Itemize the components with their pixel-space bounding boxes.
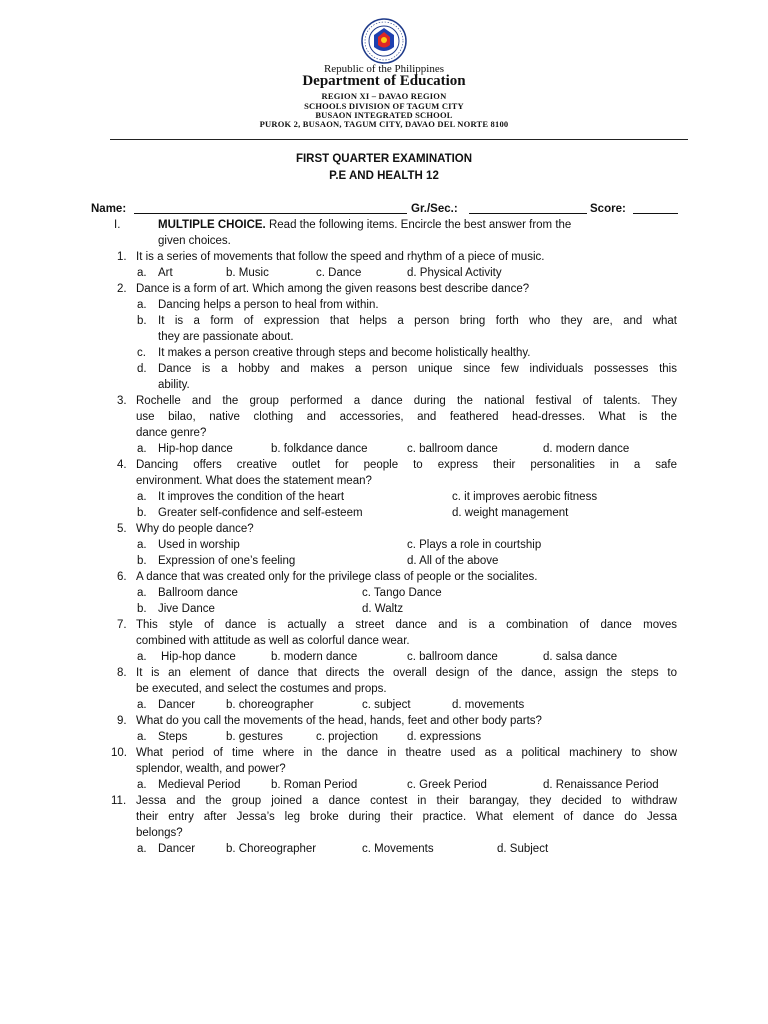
q2-option-a-letter[interactable]: a. bbox=[137, 299, 147, 311]
q10-number: 10. bbox=[111, 747, 127, 759]
q11-option-c[interactable]: c. Movements bbox=[362, 843, 434, 855]
q4-option-c[interactable]: c. it improves aerobic fitness bbox=[452, 491, 598, 503]
q2-option-a[interactable]: Dancing helps a person to heal from within. bbox=[158, 299, 379, 311]
q10-option-a[interactable]: Medieval Period bbox=[158, 779, 241, 791]
q1-option-a-letter[interactable]: a. bbox=[137, 267, 147, 279]
q1-option-d[interactable]: d. Physical Activity bbox=[407, 267, 502, 279]
q9-option-c[interactable]: c. projection bbox=[316, 731, 379, 743]
q5-option-b[interactable]: Expression of one’s feeling bbox=[158, 555, 296, 567]
section-title: MULTIPLE CHOICE. bbox=[158, 219, 266, 231]
q7-option-c[interactable]: c. ballroom dance bbox=[407, 651, 498, 663]
score-field[interactable] bbox=[633, 202, 678, 214]
grade-label: Gr./Sec.: bbox=[411, 203, 458, 215]
q4-option-d[interactable]: d. weight management bbox=[452, 507, 569, 519]
q3-number: 3. bbox=[117, 395, 127, 407]
q7-option-b[interactable]: b. modern dance bbox=[271, 651, 358, 663]
name-label: Name: bbox=[91, 203, 127, 215]
department-title: Department of Education bbox=[302, 73, 466, 89]
q4-option-a-letter[interactable]: a. bbox=[137, 491, 147, 503]
q9-option-b[interactable]: b. gestures bbox=[226, 731, 283, 743]
score-label: Score: bbox=[590, 203, 626, 215]
q3-text-line3: dance genre? bbox=[136, 427, 207, 439]
q11-option-a-letter[interactable]: a. bbox=[137, 843, 147, 855]
q10-option-c[interactable]: c. Greek Period bbox=[407, 779, 487, 791]
q7-number: 7. bbox=[117, 619, 127, 631]
q10-text-line1: What period of time where in the dance in theatre used as a political machinery to show bbox=[136, 747, 677, 759]
q8-option-a[interactable]: Dancer bbox=[158, 699, 196, 711]
section-instruction bbox=[158, 218, 571, 232]
q6-number: 6. bbox=[117, 571, 127, 583]
q3-option-a[interactable]: Hip-hop dance bbox=[158, 443, 233, 455]
q8-number: 8. bbox=[117, 667, 127, 679]
q2-option-b[interactable]: It is a form of expression that helps a person bring forth who they are, and what bbox=[158, 315, 677, 327]
q11-text-line3: belongs? bbox=[136, 827, 183, 839]
q7-option-a-letter[interactable]: a. bbox=[137, 651, 147, 663]
q3-option-d[interactable]: d. modern dance bbox=[543, 443, 630, 455]
q9-text: What do you call the movements of the head, hands, feet and other body parts? bbox=[136, 715, 542, 727]
q3-option-b[interactable]: b. folkdance dance bbox=[271, 443, 368, 455]
q4-text-line2: environment. What does the statement mean? bbox=[136, 475, 372, 487]
q5-option-c[interactable]: c. Plays a role in courtship bbox=[407, 539, 542, 551]
grade-field[interactable] bbox=[469, 202, 587, 214]
q10-option-a-letter[interactable]: a. bbox=[137, 779, 147, 791]
q5-number: 5. bbox=[117, 523, 127, 535]
q3-text-line2: use bilao, native clothing and accessories, and feathered head-dresses. What is the bbox=[136, 411, 677, 423]
q2-option-b-cont[interactable]: they are passionate about. bbox=[158, 331, 294, 343]
q5-option-d[interactable]: d. All of the above bbox=[407, 555, 499, 567]
q1-option-a[interactable]: Art bbox=[158, 267, 173, 279]
address-line: PUROK 2, BUSAON, TAGUM CITY, DAVAO DEL NORTE 8100 bbox=[259, 119, 509, 129]
q2-option-d-cont[interactable]: ability. bbox=[158, 379, 190, 391]
q1-option-c[interactable]: c. Dance bbox=[316, 267, 362, 279]
deped-seal bbox=[361, 18, 407, 64]
q10-text-line2: splendor, wealth, and power? bbox=[136, 763, 286, 775]
q8-option-d[interactable]: d. movements bbox=[452, 699, 525, 711]
q8-text-line1: It is an element of dance that directs the overall design of the dance, assign the steps to bbox=[136, 667, 677, 679]
section-instruction-text: Read the following items. Encircle the best answer from the bbox=[268, 219, 572, 231]
q9-option-a-letter[interactable]: a. bbox=[137, 731, 147, 743]
q5-option-a-letter[interactable]: a. bbox=[137, 539, 147, 551]
q8-option-a-letter[interactable]: a. bbox=[137, 699, 147, 711]
q7-text-line2: combined with attitude as well as colorful dance wear. bbox=[136, 635, 410, 647]
q8-option-b[interactable]: b. choreographer bbox=[226, 699, 314, 711]
exam-title: FIRST QUARTER EXAMINATION bbox=[295, 153, 473, 165]
exam-subject: P.E AND HEALTH 12 bbox=[329, 170, 439, 182]
q10-option-d[interactable]: d. Renaissance Period bbox=[543, 779, 659, 791]
q6-option-c[interactable]: c. Tango Dance bbox=[362, 587, 442, 599]
q11-text-line1: Jessa and the group joined a dance contest in their barangay, they decided to withdraw bbox=[136, 795, 677, 807]
q7-text-line1: This style of dance is actually a street dance and is a combination of dance moves bbox=[136, 619, 677, 631]
q3-option-a-letter[interactable]: a. bbox=[137, 443, 147, 455]
q1-option-b[interactable]: b. Music bbox=[226, 267, 269, 279]
q4-option-b[interactable]: Greater self-confidence and self-esteem bbox=[158, 507, 363, 519]
q5-option-b-letter[interactable]: b. bbox=[137, 555, 147, 567]
region-line: REGION XI – DAVAO REGION bbox=[321, 91, 447, 101]
q8-option-c[interactable]: c. subject bbox=[362, 699, 411, 711]
q11-option-a[interactable]: Dancer bbox=[158, 843, 196, 855]
q6-option-a[interactable]: Ballroom dance bbox=[158, 587, 238, 599]
q6-option-a-letter[interactable]: a. bbox=[137, 587, 147, 599]
q10-option-b[interactable]: b. Roman Period bbox=[271, 779, 358, 791]
q4-text-line1: Dancing offers creative outlet for people to express their personalities in a safe bbox=[136, 459, 677, 471]
q2-option-c[interactable]: It makes a person creative through steps and become holistically healthy. bbox=[158, 347, 531, 359]
q11-option-d[interactable]: d. Subject bbox=[497, 843, 549, 855]
q9-number: 9. bbox=[117, 715, 127, 727]
q6-option-b[interactable]: Jive Dance bbox=[158, 603, 215, 615]
header-divider bbox=[110, 139, 688, 140]
q2-number: 2. bbox=[117, 283, 127, 295]
division-line: SCHOOLS DIVISION OF TAGUM CITY bbox=[304, 101, 464, 111]
q2-text: Dance is a form of art. Which among the given reasons best describe dance? bbox=[136, 283, 530, 295]
name-field[interactable] bbox=[134, 202, 407, 214]
q11-text-line2: their entry after Jessa’s leg broke during their practice. What element of dance do Jessa bbox=[136, 811, 677, 823]
q11-option-b[interactable]: b. Choreographer bbox=[226, 843, 317, 855]
q3-option-c[interactable]: c. ballroom dance bbox=[407, 443, 498, 455]
q5-option-a[interactable]: Used in worship bbox=[158, 539, 240, 551]
q6-text: A dance that was created only for the privilege class of people or the socialites. bbox=[136, 571, 538, 583]
q11-number: 11. bbox=[111, 795, 127, 807]
q6-option-b-letter[interactable]: b. bbox=[137, 603, 147, 615]
q4-option-b-letter[interactable]: b. bbox=[137, 507, 147, 519]
republic-line: Republic of the Philippines bbox=[323, 63, 445, 75]
q5-text: Why do people dance? bbox=[136, 523, 254, 535]
q7-option-d[interactable]: d. salsa dance bbox=[543, 651, 618, 663]
section-instruction-cont: given choices. bbox=[158, 235, 231, 247]
q9-option-d[interactable]: d. expressions bbox=[407, 731, 482, 743]
q9-option-a[interactable]: Steps bbox=[158, 731, 188, 743]
section-number: I. bbox=[114, 219, 121, 231]
q2-option-d-letter[interactable]: d. bbox=[137, 363, 147, 375]
q6-option-d[interactable]: d. Waltz bbox=[362, 603, 404, 615]
q3-text-line1: Rochelle and the group performed a dance during the national festival of talents. They bbox=[136, 395, 677, 407]
q2-option-b-letter[interactable]: b. bbox=[137, 315, 147, 327]
q4-option-a[interactable]: It improves the condition of the heart bbox=[158, 491, 345, 503]
school-line: BUSAON INTEGRATED SCHOOL bbox=[315, 110, 453, 120]
q1-number: 1. bbox=[117, 251, 127, 263]
q2-option-d[interactable]: Dance is a hobby and makes a person unique since few individuals possesses this bbox=[158, 363, 677, 375]
q2-option-c-letter[interactable]: c. bbox=[137, 347, 146, 359]
q8-text-line2: be executed, and select the costumes and props. bbox=[136, 683, 387, 695]
q4-number: 4. bbox=[117, 459, 127, 471]
q1-text: It is a series of movements that follow the speed and rhythm of a piece of music. bbox=[136, 251, 545, 263]
q7-option-a[interactable]: Hip-hop dance bbox=[161, 651, 236, 663]
